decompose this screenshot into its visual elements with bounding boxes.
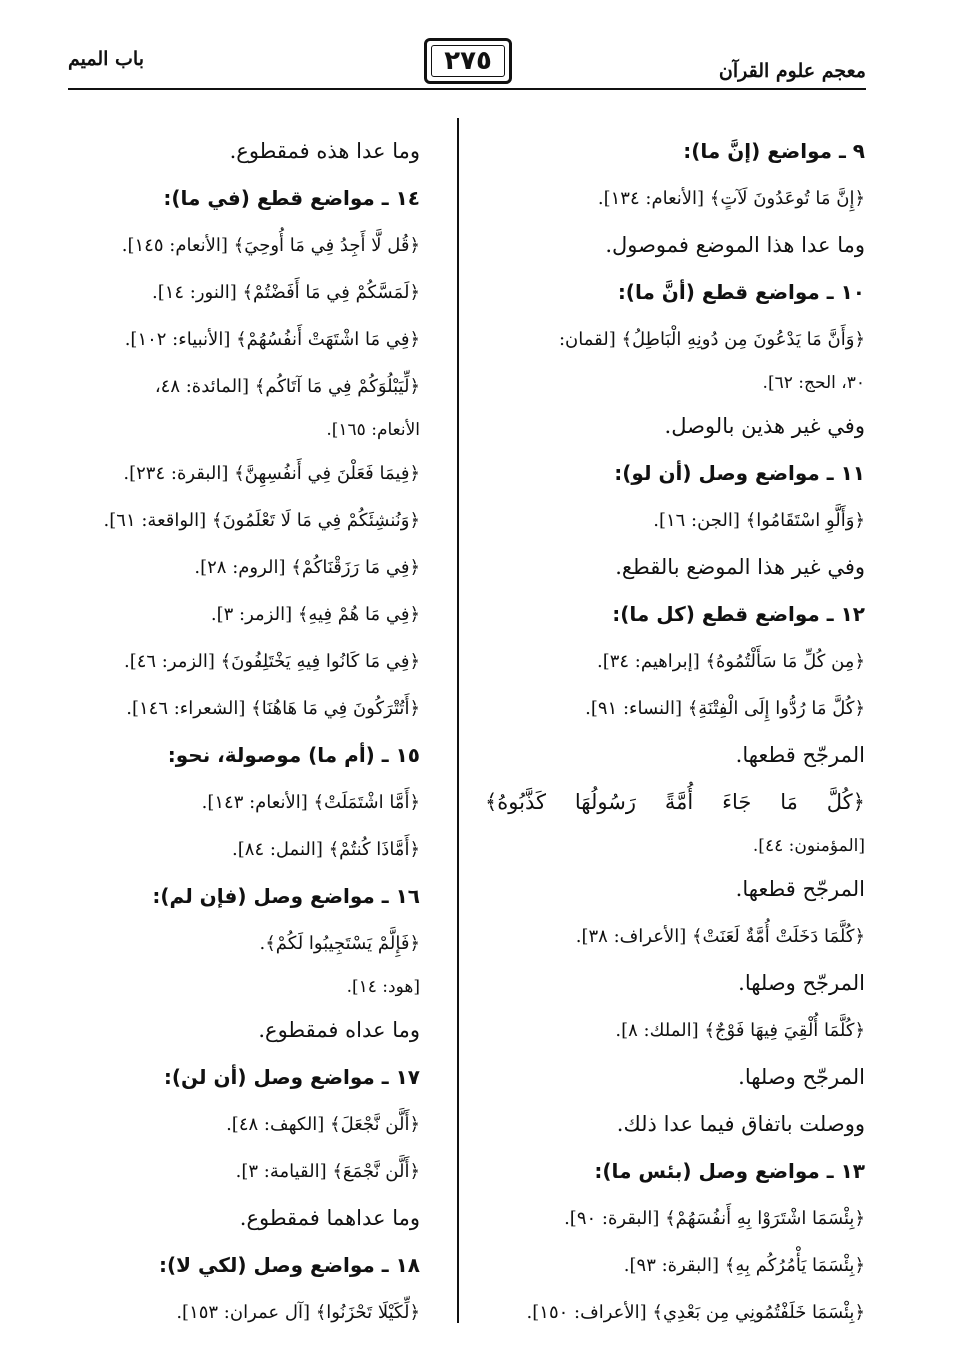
text-line: ٣٠، الحج: ٦٢].: [762, 373, 865, 393]
text-line: ﴿بِئْسَمَا يَأْمُرُكُم بِهِ﴾ [البقرة: ٩٣].: [623, 1255, 865, 1276]
text-line: ﴿أَلَّن نَّجْعَلَ﴾ [الكهف: ٤٨].: [226, 1114, 420, 1135]
text-line: ﴿وَنُنشِئَكُمْ فِي مَا لَا تَعْلَمُونَ﴾ [الواقعة: ٦١].: [103, 510, 420, 531]
text-line: ﴿أَتُتْرَكُونَ فِي مَا هَاهُنَا﴾ [الشعراء: ١٤٦].: [126, 698, 420, 719]
text-line: وفي غير هذا الموضع بالقطع.: [615, 555, 865, 579]
text-line: الأنعام: ١٦٥].: [326, 420, 420, 440]
text-line: وما عدا هذه فمقطوع.: [229, 139, 420, 163]
section-heading: ١٧ ـ مواضع وصل (أن لن):: [163, 1065, 420, 1089]
text-line: ﴿كُلَّ مَا رُدُّوا إِلَى الْفِتْنَةِ﴾ [النساء: ٩١].: [585, 698, 865, 719]
text-line: ﴿فِي مَا كَانُوا فِيهِ يَخْتَلِفُونَ﴾ [الزمر: ٤٦].: [123, 651, 420, 672]
text-line: وما عدا هذا الموضع فموصول.: [605, 233, 865, 257]
text-line: وما عداه فمقطوع.: [258, 1018, 420, 1042]
column-divider: [457, 118, 459, 1323]
text-line: [هود: ١٤].: [346, 977, 420, 997]
text-line: ﴿إِنَّ مَا تُوعَدُونَ لَآتٍ﴾ [الأنعام: ١٣٤].: [597, 188, 865, 209]
text-line: ﴿أَلَّن نَّجْمَعَ﴾ [القيامة: ٣].: [235, 1161, 420, 1182]
header-rule: [68, 88, 866, 90]
text-line: [المؤمنون: ٤٤].: [752, 836, 865, 856]
text-line: ﴿فَإِلَّمْ يَسْتَجِيبُوا لَكُمْ﴾.: [259, 933, 420, 954]
left-column: [40, 128, 420, 1336]
text-line: المرجّح وصلها.: [738, 1065, 865, 1089]
text-line: ﴿وَأَلَّوِ اسْتَقَامُوا﴾ [الجن: ١٦].: [653, 510, 865, 531]
text-line: ﴿وَأَنَّ مَا يَدْعُونَ مِن دُونِهِ الْبَاطِلُ﴾ [لقمان:: [558, 329, 865, 350]
text-line: ﴿فِي مَا هُمْ فِيهِ﴾ [الزمر: ٣].: [210, 604, 420, 625]
text-line: ﴿لَمَسَّكُمْ فِي مَا أَفَضْتُمْ﴾ [النور: ١٤].: [151, 282, 420, 303]
section-heading: ١٢ ـ مواضع قطع (كل ما):: [612, 602, 865, 626]
section-heading: ١٥ ـ (أم ما) موصولة، نحو:: [167, 743, 420, 767]
text-line: ﴿مِن كُلِّ مَا سَأَلْتُمُوهُ﴾ [إبراهيم: ٣٤].: [596, 651, 865, 672]
text-line: ﴿كُلَّ مَا جَاءَ أُمَّةً رَسُولُهَا كَذَّبُوهُ﴾: [485, 790, 865, 814]
text-line: المرجّح قطعها.: [735, 743, 865, 767]
right-column: [485, 128, 865, 1336]
text-line: ﴿فِي مَا رَزَقْنَاكُمْ﴾ [الروم: ٢٨].: [194, 557, 420, 578]
section-heading: ١٣ ـ مواضع وصل (بئس ما):: [594, 1159, 865, 1183]
text-line: وفي غير هذين بالوصل.: [664, 414, 865, 438]
text-line: ﴿قُل لَّا أَجِدُ فِي مَا أُوحِيَ﴾ [الأنعام: ١٤٥].: [121, 235, 420, 256]
text-line: ﴿بِئْسَمَا اشْتَرَوْا بِهِ أَنفُسَهُمْ﴾ [البقرة: ٩٠].: [564, 1208, 865, 1229]
page-header: [68, 32, 866, 92]
text-line: ووصلت باتفاق فيما عدا ذلك.: [616, 1112, 865, 1136]
text-line: وما عداهما فمقطوع.: [239, 1206, 420, 1230]
section-heading: ١١ ـ مواضع وصل (أن لو):: [614, 461, 865, 485]
book-title: معجم علوم القرآن: [718, 60, 866, 82]
text-line: ﴿أَمَّا اشْتَمَلَتْ﴾ [الأنعام: ١٤٣].: [201, 792, 420, 813]
text-line: ﴿أَمَّاذَا كُنتُمْ﴾ [النمل: ٨٤].: [232, 839, 420, 860]
text-line: ﴿فِي مَا اشْتَهَتْ أَنفُسُهُمْ﴾ [الأنبياء: ١٠٢].: [124, 329, 420, 350]
text-line: المرجّح قطعها.: [735, 877, 865, 901]
section-heading: ١٨ ـ مواضع وصل (لكي لا):: [159, 1253, 420, 1277]
text-line: ﴿كُلَّمَا دَخَلَتْ أُمَّةٌ لَعَنَتْ﴾ [الأعراف: ٣٨].: [575, 926, 865, 947]
page-number-frame: [424, 38, 512, 84]
text-line: المرجّح وصلها.: [738, 971, 865, 995]
section-heading: ١٠ ـ مواضع قطع (أنَّ ما):: [617, 280, 865, 304]
chapter-title: باب الميم: [68, 48, 145, 70]
text-line: ﴿لِّكَيْلَا تَحْزَنُوا﴾ [آل عمران: ١٥٣].: [176, 1302, 420, 1323]
section-heading: ١٦ ـ مواضع وصل (فإن لم):: [152, 884, 420, 908]
text-line: ﴿فِيمَا فَعَلْنَ فِي أَنفُسِهِنَّ﴾ [البقرة: ٢٣٤].: [123, 463, 420, 484]
text-line: ﴿بِئْسَمَا خَلَفْتُمُونِي مِن بَعْدِي﴾ [الأعراف: ١٥٠].: [526, 1302, 865, 1323]
section-heading: ١٤ ـ مواضع قطع (في ما):: [163, 186, 420, 210]
text-line: ﴿لِّيَبْلُوَكُمْ فِي مَا آتَاكُم﴾ [المائدة: ٤٨،: [154, 376, 420, 397]
text-line: ﴿كُلَّمَا أُلْقِيَ فِيهَا فَوْجٌ﴾ [الملك: ٨].: [615, 1020, 865, 1041]
section-heading: ٩ ـ مواضع (إنَّ ما):: [683, 139, 865, 163]
page-number: ٢٧٥: [444, 46, 492, 76]
